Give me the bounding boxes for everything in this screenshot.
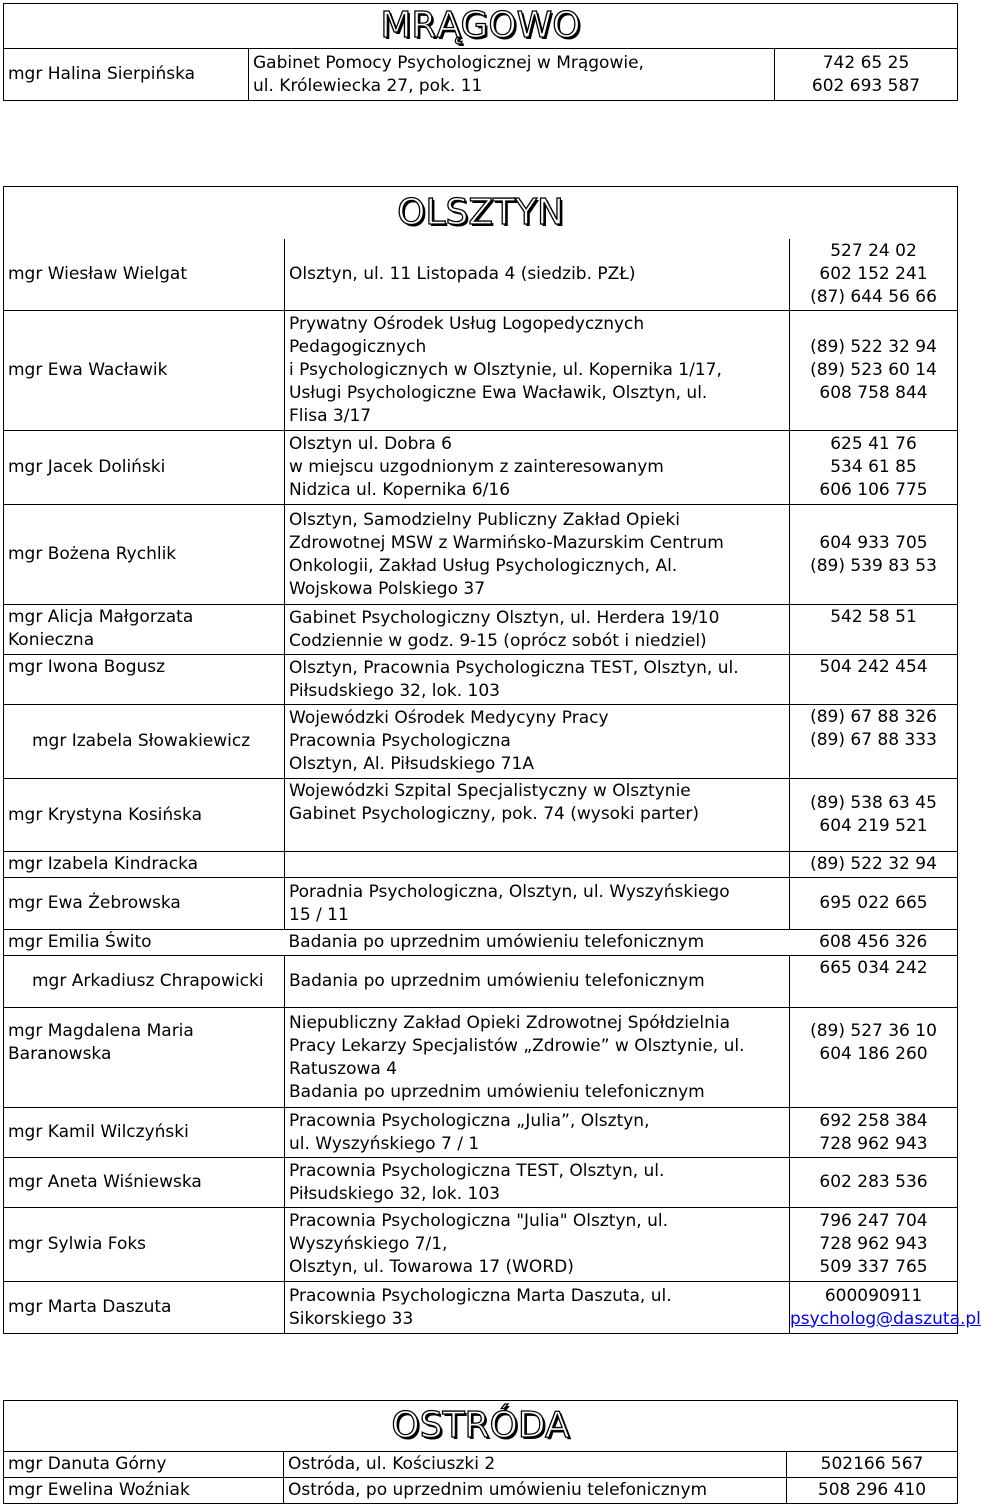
person-name: mgr Krystyna Kosińska [4,779,285,852]
phone-number: 600090911 [824,1285,923,1306]
table-row [4,1008,958,1108]
phone-number: 608 456 326 [819,932,928,952]
phone-number: 604 933 705 [819,532,928,553]
address-cell [285,1008,790,1108]
address-line: Wojewódzki Ośrodek Medycyny Pracy [289,708,609,728]
address-line: Niepubliczny Zakład Opieki Zdrowotnej Spółdzielnia [289,1012,731,1033]
phone-number: (89) 67 88 326 [810,707,937,727]
address-cell [285,311,790,431]
address-line: Pracy Lekarzy Specjalistów „Zdrowie” w Olsztynie, ul. [289,1035,745,1056]
phone-number: 534 61 85 [830,457,917,477]
phone-number: 742 65 25 [822,52,910,73]
phone-number: 695 022 665 [819,893,928,913]
phone-number: 509 337 765 [819,1257,928,1277]
address-line: 15 / 11 [289,904,349,925]
address-line: Usługi Psychologiczne Ewa Wacławik, Olsztyn, ul. [289,383,708,403]
phone-cell [790,239,958,311]
phone-number: 542 58 51 [830,607,917,627]
person-name: mgr Ewa Wacławik [4,311,285,431]
address-line: Badania po uprzednim umówieniu telefonicznym [289,971,705,991]
person-name: mgr Arkadiusz Chrapowicki [4,956,285,1008]
person-name: mgr Danuta Górny [4,1452,284,1478]
person-name: mgr Wiesław Wielgat [4,239,285,311]
mragowo-table [3,3,958,101]
address-line: Wojskowa Polskiego 37 [289,578,486,599]
phone-number: 728 962 943 [819,1133,928,1154]
address-line: Zdrowotnej MSW z Warmińsko-Mazurskim Centrum [289,532,724,553]
city-title-olsztyn: OLSZTYN [397,192,564,233]
address-line: w miejscu uzgodnionym z zainteresowanym [289,457,664,477]
address-line: Olsztyn, Al. Piłsudskiego 71A [289,754,534,774]
address-line: Nidzica ul. Kopernika 6/16 [289,480,511,500]
person-name: mgr Izabela Słowakiewicz [4,705,285,779]
table-row [4,779,958,852]
table-row [4,956,958,1008]
address-line: Pracownia Psychologiczna "Julia" Olsztyn, ul. [289,1211,669,1231]
phone-cell [790,779,958,852]
address-line: Wojewódzki Szpital Specjalistyczny w Olsztynie [289,781,691,801]
address-line: i Psychologicznych w Olsztynie, ul. Kopernika 1/17, [289,360,722,380]
table-row [4,1282,958,1334]
address-cell: Ostróda, po uprzednim umówieniu telefonicznym [284,1478,787,1504]
address-cell [285,930,790,956]
phone-cell [790,505,958,605]
phone-number: 602 283 536 [819,1172,928,1192]
ostroda-table [3,1400,958,1504]
address-line: Codziennie w godz. 9-15 (oprócz sobót i niedziel) [289,630,707,651]
address-line: Olsztyn, Pracownia Psychologiczna TEST, Olsztyn, ul. [289,657,739,678]
phone-cell [790,852,958,878]
phone-number: 665 034 242 [819,958,928,978]
phone-number: 602 693 587 [811,75,921,96]
address-cell [285,779,790,852]
person-name-text: mgr Magdalena Maria Baranowska [8,1021,194,1064]
person-name: mgr Bożena Rychlik [4,505,285,605]
person-name: mgr Halina Sierpińska [4,49,249,101]
table-row [4,239,958,311]
phone-number: 608 758 844 [819,383,928,403]
phone-number: 796 247 704 [819,1211,928,1231]
person-name: mgr Sylwia Foks [4,1208,285,1282]
person-name: mgr Kamil Wilczyński [4,1108,285,1158]
address-cell: Ostróda, ul. Kościuszki 2 [284,1452,787,1478]
address-line: Prywatny Ośrodek Usług Logopedycznych [289,314,645,334]
person-name [4,605,285,655]
address-cell [285,1282,790,1334]
table-row [4,311,958,431]
table-row [4,852,958,878]
address-line: Gabinet Psychologiczny Olsztyn, ul. Herdera 19/10 [289,607,720,628]
phone-cell [790,930,958,956]
address-line: Badania po uprzednim umówieniu telefonicznym [289,1081,705,1102]
address-line: ul. Wyszyńskiego 7 / 1 [289,1133,480,1154]
address-line: Piłsudskiego 32, lok. 103 [289,680,500,701]
address-line: Pracownia Psychologiczna „Julia”, Olsztyn, [289,1110,650,1131]
address-line: Onkologii, Zakład Usług Psychologicznych, Al. [289,555,678,576]
table-row [4,705,958,779]
person-name: mgr Izabela Kindracka [4,852,285,878]
phone-number: (89) 539 83 53 [810,555,937,576]
phone-number: (89) 538 63 45 [810,793,937,813]
phone-cell: 502166 567 [787,1452,958,1478]
person-name: mgr Ewa Żebrowska [4,878,285,930]
phone-cell [790,1208,958,1282]
table-row [4,431,958,505]
person-name [4,1008,285,1108]
phone-number: 728 962 943 [819,1234,928,1254]
phone-number: 602 152 241 [819,264,928,284]
address-line: Gabinet Psychologiczny, pok. 74 (wysoki parter) [289,804,700,824]
person-name: mgr Aneta Wiśniewska [4,1158,285,1208]
phone-number: 606 106 775 [819,480,928,500]
person-name: mgr Iwona Bogusz [4,655,285,705]
phone-number: (89) 522 32 94 [810,337,937,357]
phone-cell [790,1282,981,1334]
address-cell [285,239,790,311]
address-line: Wyszyńskiego 7/1, [289,1234,448,1254]
phone-cell: 508 296 410 [787,1478,958,1504]
phone-number: 604 186 260 [819,1044,928,1064]
address-line: Olsztyn ul. Dobra 6 [289,434,453,454]
phone-cell [790,1108,958,1158]
person-name-text: mgr Alicja Małgorzata Konieczna [8,607,194,650]
table-row [4,1452,958,1478]
phone-number: (89) 523 60 14 [810,360,937,380]
address-line: Pracownia Psychologiczna [289,731,511,751]
address-cell [285,431,790,505]
person-name: mgr Jacek Doliński [4,431,285,505]
address-cell [285,505,790,605]
phone-cell [775,49,958,101]
address-cell [285,705,790,779]
address-line: Pracownia Psychologiczna Marta Daszuta, ul. [289,1285,672,1306]
phone-number: 604 219 521 [819,816,928,836]
address-line: Olsztyn, ul. 11 Listopada 4 (siedzib. PZŁ) [289,264,636,284]
address-line: Olsztyn, ul. Towarowa 17 (WORD) [289,1257,574,1277]
address-cell [285,878,790,930]
address-cell [285,956,790,1008]
address-line: Olsztyn, Samodzielny Publiczny Zakład Opieki [289,509,680,530]
phone-cell [790,705,958,779]
table-row [4,505,958,605]
person-name: mgr Marta Daszuta [4,1282,285,1334]
phone-cell [790,1158,958,1208]
address-cell [249,49,775,101]
phone-cell [790,431,958,505]
phone-number: (89) 522 32 94 [810,854,937,874]
address-line: Poradnia Psychologiczna, Olsztyn, ul. Wyszyńskiego [289,881,730,902]
address-cell [285,655,790,705]
address-cell [285,1208,790,1282]
address-cell [285,605,790,655]
address-line: Flisa 3/17 [289,406,372,426]
table-row [4,605,958,655]
phone-number: (87) 644 56 66 [810,287,937,307]
phone-number: 527 24 02 [830,241,917,261]
city-title-ostroda: OSTRÓDA [391,1405,570,1446]
address-line: ul. Królewiecka 27, pok. 11 [253,75,483,96]
phone-number: 625 41 76 [830,434,917,454]
phone-cell [790,878,958,930]
address-line: Ratuszowa 4 [289,1058,398,1079]
phone-number: (89) 527 36 10 [810,1021,937,1041]
address-cell [285,852,790,878]
table-row [4,655,958,705]
address-line: Sikorskiego 33 [289,1308,414,1329]
address-line: Piłsudskiego 32, lok. 103 [289,1183,500,1204]
phone-cell [790,655,958,705]
olsztyn-table [3,186,981,1334]
table-row [4,1208,958,1282]
table-row [4,878,958,930]
table-row [4,1478,958,1504]
phone-cell [790,605,958,655]
table-row [4,930,958,956]
phone-number: 504 242 454 [819,657,928,677]
person-name: mgr Ewelina Woźniak [4,1478,284,1504]
phone-cell [790,311,958,431]
phone-number: 692 258 384 [819,1110,928,1131]
phone-cell [790,956,958,1008]
address-line: Pedagogicznych [289,337,427,357]
person-name: mgr Emilia Świto [4,930,285,956]
address-line: Badania po uprzednim umówieniu telefonicznym [288,932,705,952]
table-row [4,1158,958,1208]
table-row [4,49,958,101]
phone-cell [790,1008,958,1108]
address-cell [285,1158,790,1208]
table-row [4,1108,958,1158]
phone-number: (89) 67 88 333 [810,730,937,750]
address-line: Gabinet Pomocy Psychologicznej w Mrągowie, [253,52,644,73]
address-line: Pracownia Psychologiczna TEST, Olsztyn, ul. [289,1160,665,1181]
email-link[interactable]: psycholog@daszuta.pl [790,1308,981,1329]
city-title-mragowo: MRĄGOWO [380,5,581,46]
address-cell [285,1108,790,1158]
